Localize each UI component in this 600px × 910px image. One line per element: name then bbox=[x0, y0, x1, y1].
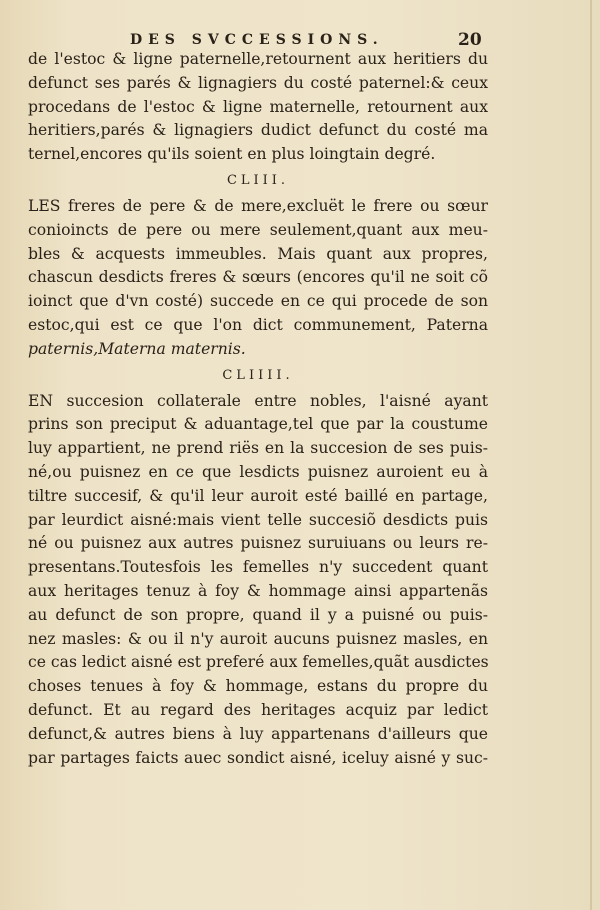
text-line: prins son preciput & aduantage,tel que par la coustume bbox=[28, 415, 488, 434]
text-line: choses tenues à foy & hommage, estans du propre du bbox=[28, 677, 488, 696]
text-line: LES freres de pere & de mere,excluët le frere ou sœur bbox=[28, 196, 488, 215]
text-line: par partages faicts auec sondict aisné, iceluy aisné y suc- bbox=[28, 748, 488, 767]
text-line: heritiers,parés & lignagiers dudict defunct du costé ma bbox=[28, 121, 488, 140]
italic-maxim: paternis,Materna maternis. bbox=[28, 339, 246, 358]
text-line: né ou puisnez aux autres puisnez suruiuans ou leurs re- bbox=[28, 534, 488, 553]
page-body bbox=[28, 48, 488, 770]
text-line: ternel,encores qu'ils soient en plus loingtain degré. bbox=[28, 145, 436, 164]
text-line: au defunct de son propre, quand il y a puisné ou puis- bbox=[28, 605, 488, 624]
text-line: tiltre succesif, & qu'il leur auroit esté baillé en partage, bbox=[28, 486, 488, 505]
text-line: chascun desdicts freres & sœurs (encores qu'il ne soit cõ bbox=[28, 268, 488, 287]
text-line: EN succesion collaterale entre nobles, l'aisné ayant bbox=[28, 391, 488, 410]
text-line: defunct. Et au regard des heritages acquiz par ledict bbox=[28, 700, 488, 719]
text-line: aux heritages tenuz à foy & hommage ainsi appartenãs bbox=[28, 581, 488, 600]
text-line: ioinct que d'vn costé) succede en ce qui procede de son bbox=[28, 292, 488, 311]
running-title: DES SVCCESSIONS. bbox=[130, 32, 384, 48]
text-line: né,ou puisnez en ce que lesdicts puisnez auroient eu à bbox=[28, 462, 488, 481]
text-line: de l'estoc & ligne paternelle,retournent aux heritiers du bbox=[28, 50, 488, 68]
article-heading-cliii: CLIII. bbox=[226, 172, 290, 188]
text-line: nez masles: & ou il n'y auroit aucuns puisnez masles, en bbox=[28, 629, 488, 648]
article-cliiii-text bbox=[28, 390, 488, 771]
paragraph-continuation bbox=[28, 48, 488, 167]
article-cliii-text bbox=[28, 195, 488, 362]
text-line: bles & acquests immeubles. Mais quant aux propres, bbox=[28, 244, 488, 263]
text-line: conioincts de pere ou mere seulement,quant aux meu- bbox=[28, 220, 488, 239]
text-line: defunct,& autres biens à luy appartenans d'ailleurs que bbox=[28, 724, 488, 743]
text-line: defunct ses parés & lignagiers du costé paternel:& ceux bbox=[28, 73, 488, 92]
text-line: procedans de l'estoc & ligne maternelle, retournent aux bbox=[28, 97, 488, 116]
text-line: estoc,qui est ce que l'on dict communement, Paterna bbox=[28, 315, 488, 334]
text-line: ce cas ledict aisné est preferé aux femelles,quãt ausdictes bbox=[28, 653, 489, 672]
article-heading-cliiii: CLIIII. bbox=[222, 367, 294, 383]
text-line: presentans.Toutesfois les femelles n'y succedent quant bbox=[28, 558, 488, 577]
text-line: luy appartient, ne prend riës en la succesion de ses puis- bbox=[28, 439, 488, 458]
text-line: par leurdict aisné:mais vient telle succesiõ desdicts puis bbox=[28, 510, 488, 529]
page-number: 20 bbox=[458, 30, 482, 50]
